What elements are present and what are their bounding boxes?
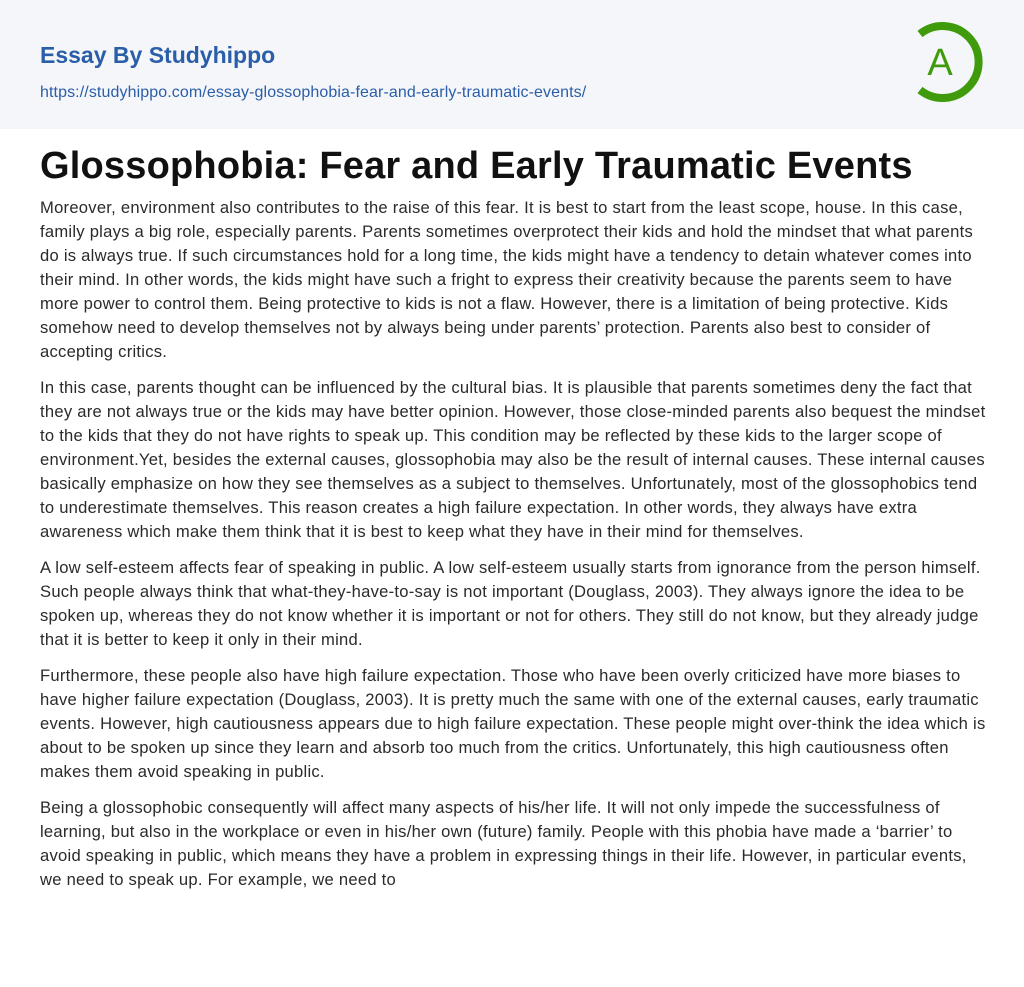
paragraph: Moreover, environment also contributes to the raise of this fear. It is best to start from the least scope, house. In this case, family plays a big role, especially parents. Parents sometimes overprotect their kids and hold the mindset that what parents do is always true. If such circumstances hold for a long time, the kids might have a tendency to detain whatever comes into their mind. In other words, the kids might have such a fright to express their creativity because the parents seem to have more power to control them. Being protective to kids is not a flaw. However, there is a limitation of being protective. Kids somehow need to develop themselves not by always being under parents’ protection. Parents also best to consider of accepting critics. [40, 198, 974, 361]
site-header [0, 0, 1024, 129]
essay-url-link[interactable]: https://studyhippo.com/essay-glossophobia-fear-and-early-traumatic-events/ [40, 84, 587, 101]
brand-name: Essay By Studyhippo [40, 42, 276, 68]
paragraph: Furthermore, these people also have high failure expectation. Those who have been overly criticized have more biases to have higher failure expectation (Douglass, 2003). It is pretty much the same with one of the external causes, early traumatic events. However, high cautiousness appears due to high failure expectation. These people might over-think the idea which is about to be spoken up since they learn and absorb too much from the critics. Unfortunately, this high cautiousness often makes them avoid speaking in public. [40, 666, 986, 781]
essay-body [40, 196, 988, 904]
studyhippo-logo [912, 20, 986, 104]
paragraph: In this case, parents thought can be influenced by the cultural bias. It is plausible that parents sometimes deny the fact that they are not always true or the kids may have better opinion. However, those close-minded parents also bequest the mindset to the kids that they do not have rights to speak up. This condition may be reflected by these kids to the larger scope of environment.Yet, besides the external causes, glossophobia may also be the result of internal causes. These internal causes basically emphasize on how they see themselves as a subject to themselves. Unfortunately, most of the glossophobics tend to underestimate themselves. This reason creates a high failure expectation. In other words, they always have extra awareness which make them think that it is best to keep what they have in their mind for themselves. [40, 378, 986, 541]
paragraph: Being a glossophobic consequently will affect many aspects of his/her life. It will not only impede the successfulness of learning, but also in the workplace or even in his/her own (future) family. People with this phobia have made a ‘barrier’ to avoid speaking in public, which means they have a problem in expressing things in their life. However, in particular events, we need to speak up. For example, we need to [40, 798, 967, 889]
logo-letter: A [927, 42, 953, 84]
paragraph: A low self-esteem affects fear of speaking in public. A low self-esteem usually starts from ignorance from the person himself. Such people always think that what-they-have-to-say is not important (Douglass, 2003). They always ignore the idea to be spoken up, whereas they do not know whether it is important or not for others. They still do not know, but they already judge that it is better to keep it only in their mind. [40, 558, 981, 649]
page-title: Glossophobia: Fear and Early Traumatic Events [40, 145, 913, 187]
